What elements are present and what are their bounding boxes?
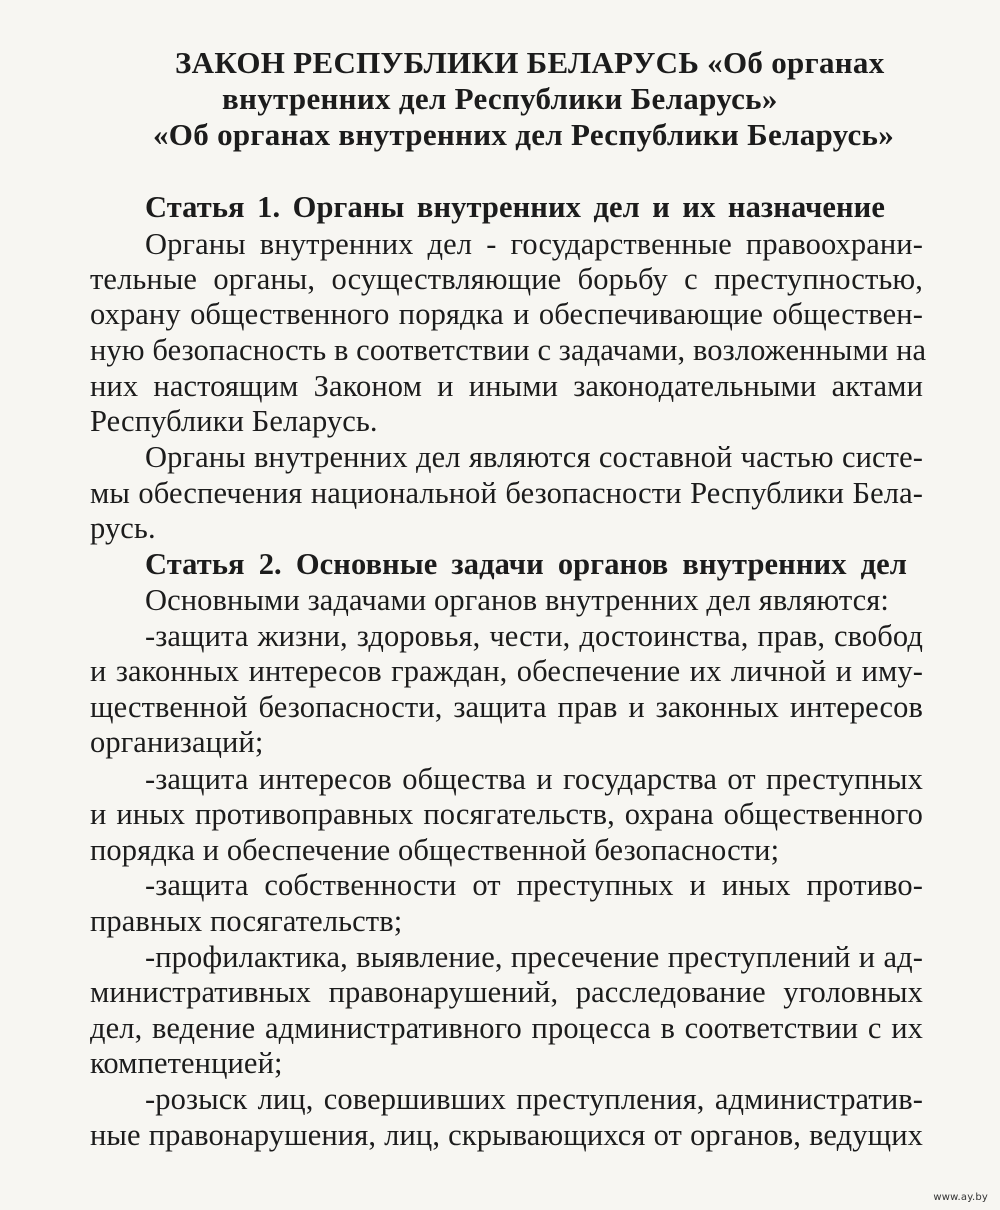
article-2-line: компетенцией;: [90, 1046, 283, 1080]
article-2-line: -защита жизни, здоровья, чести, достоинства, прав, свобод: [145, 619, 923, 653]
article-2-line: и иных противоправных посягательств, охрана общественного: [90, 797, 923, 831]
article-2-line: и законных интересов граждан, обеспечение их личной и иму-: [90, 654, 923, 688]
article-2-line: порядка и обеспечение общественной безопасности;: [90, 833, 780, 867]
document-title-line-2: внутренних дел Республики Беларусь»: [222, 81, 778, 116]
article-2-line: -защита интересов общества и государства от преступных: [145, 762, 923, 796]
article-2-line: правных посягательств;: [90, 904, 403, 938]
article-1-line: охрану общественного порядка и обеспечивающие обществен-: [90, 297, 923, 331]
article-1-heading: Статья 1. Органы внутренних дел и их назначение: [145, 190, 885, 224]
article-2-heading: Статья 2. Основные задачи органов внутренних дел: [145, 547, 907, 581]
article-1-line: русь.: [90, 511, 156, 545]
article-2-line: -профилактика, выявление, пресечение преступлений и ад-: [145, 940, 923, 974]
article-1-line: мы обеспечения национальной безопасности Республики Бела-: [90, 476, 923, 510]
article-1-line: ную безопасность в соответствии с задачами, возложенными на: [90, 333, 927, 367]
article-2-line: ные правонарушения, лиц, скрывающихся от органов, ведущих: [90, 1118, 923, 1152]
article-1-line: Органы внутренних дел - государственные правоохрани-: [145, 227, 923, 261]
document-title-line-1: ЗАКОН РЕСПУБЛИКИ БЕЛАРУСЬ «Об органах: [175, 45, 885, 80]
article-1-line: тельные органы, осуществляющие борьбу с преступностью,: [90, 262, 923, 296]
article-2-line: организаций;: [90, 725, 264, 759]
article-2-line: -защита собственности от преступных и иных противо-: [145, 868, 923, 902]
article-2-line: -розыск лиц, совершивших преступления, административ-: [145, 1082, 923, 1116]
article-2-line: дел, ведение административного процесса в соответствии с их: [90, 1011, 923, 1045]
site-watermark: www.ay.by: [933, 1192, 988, 1203]
article-1-line: Республики Беларусь.: [90, 404, 378, 438]
article-2-line: министративных правонарушений, расследование уголовных: [90, 975, 923, 1009]
article-2-line: щественной безопасности, защита прав и законных интересов: [90, 690, 923, 724]
article-1-line: Органы внутренних дел являются составной частью систе-: [145, 440, 923, 474]
article-2-line: Основными задачами органов внутренних дел являются:: [145, 583, 889, 617]
document-title-line-3: «Об органах внутренних дел Республики Беларусь»: [153, 117, 895, 152]
article-1-line: них настоящим Законом и иными законодательными актами: [90, 369, 923, 403]
